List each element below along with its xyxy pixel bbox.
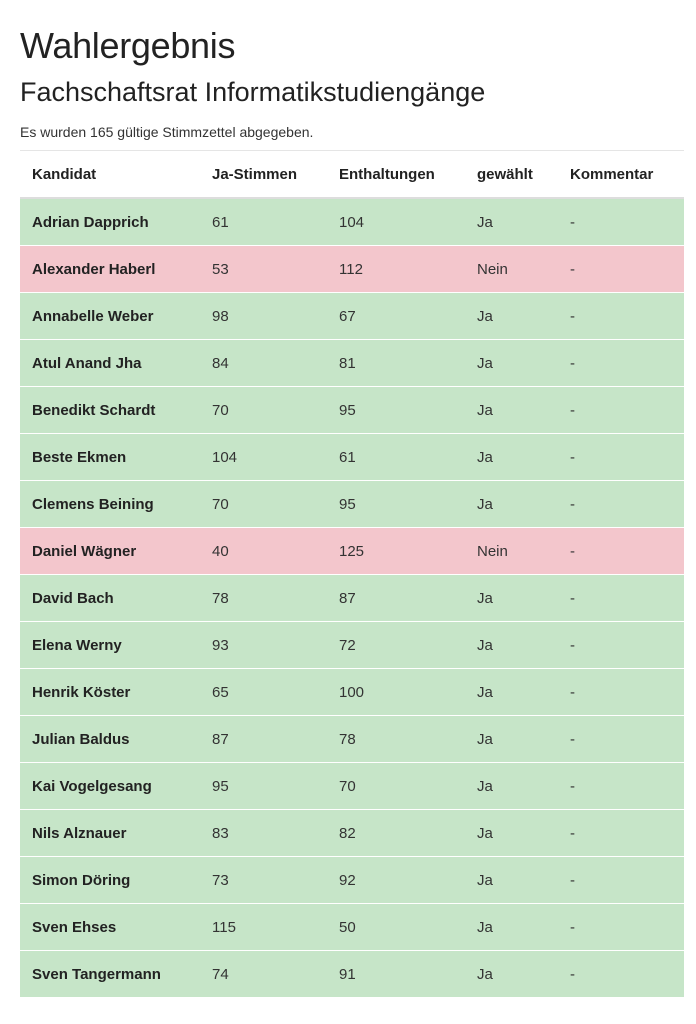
yes-votes: 83 <box>200 810 327 857</box>
yes-votes: 70 <box>200 481 327 528</box>
abstentions: 125 <box>327 528 465 575</box>
yes-votes: 84 <box>200 340 327 387</box>
candidate-name: Daniel Wägner <box>20 528 200 575</box>
elected-status: Ja <box>465 763 558 810</box>
candidate-name: Adrian Dapprich <box>20 198 200 246</box>
header-elected: gewählt <box>465 151 558 199</box>
results-body <box>20 198 684 997</box>
abstentions: 100 <box>327 669 465 716</box>
table-row <box>20 810 684 857</box>
abstentions: 67 <box>327 293 465 340</box>
elected-status: Ja <box>465 198 558 246</box>
candidate-name: Clemens Beining <box>20 481 200 528</box>
abstentions: 87 <box>327 575 465 622</box>
elected-status: Ja <box>465 716 558 763</box>
comment: - <box>558 575 684 622</box>
abstentions: 72 <box>327 622 465 669</box>
yes-votes: 87 <box>200 716 327 763</box>
table-row <box>20 528 684 575</box>
table-row <box>20 669 684 716</box>
comment: - <box>558 622 684 669</box>
abstentions: 82 <box>327 810 465 857</box>
yes-votes: 78 <box>200 575 327 622</box>
comment: - <box>558 904 684 951</box>
candidate-name: Atul Anand Jha <box>20 340 200 387</box>
candidate-name: Annabelle Weber <box>20 293 200 340</box>
yes-votes: 65 <box>200 669 327 716</box>
yes-votes: 104 <box>200 434 327 481</box>
comment: - <box>558 198 684 246</box>
table-row <box>20 951 684 998</box>
ballot-summary: Es wurden 165 gültige Stimmzettel abgegeben. <box>20 124 314 140</box>
abstentions: 50 <box>327 904 465 951</box>
candidate-name: Nils Alznauer <box>20 810 200 857</box>
table-row <box>20 716 684 763</box>
yes-votes: 74 <box>200 951 327 998</box>
abstentions: 104 <box>327 198 465 246</box>
yes-votes: 61 <box>200 198 327 246</box>
candidate-name: Beste Ekmen <box>20 434 200 481</box>
candidate-name: Julian Baldus <box>20 716 200 763</box>
comment: - <box>558 481 684 528</box>
elected-status: Ja <box>465 951 558 998</box>
candidate-name: Sven Ehses <box>20 904 200 951</box>
table-row <box>20 387 684 434</box>
header-abstentions: Enthaltungen <box>327 151 465 199</box>
abstentions: 95 <box>327 481 465 528</box>
abstentions: 112 <box>327 246 465 293</box>
comment: - <box>558 293 684 340</box>
elected-status: Ja <box>465 293 558 340</box>
header-comment: Kommentar <box>558 151 684 199</box>
table-row <box>20 763 684 810</box>
abstentions: 92 <box>327 857 465 904</box>
comment: - <box>558 810 684 857</box>
candidate-name: Sven Tangermann <box>20 951 200 998</box>
table-row <box>20 904 684 951</box>
comment: - <box>558 716 684 763</box>
page-subtitle: Fachschaftsrat Informatikstudiengänge <box>20 77 486 107</box>
abstentions: 78 <box>327 716 465 763</box>
abstentions: 61 <box>327 434 465 481</box>
yes-votes: 93 <box>200 622 327 669</box>
candidate-name: Henrik Köster <box>20 669 200 716</box>
elected-status: Nein <box>465 528 558 575</box>
elected-status: Ja <box>465 434 558 481</box>
elected-status: Ja <box>465 481 558 528</box>
abstentions: 81 <box>327 340 465 387</box>
yes-votes: 73 <box>200 857 327 904</box>
table-row <box>20 575 684 622</box>
candidate-name: David Bach <box>20 575 200 622</box>
elected-status: Ja <box>465 575 558 622</box>
table-row <box>20 293 684 340</box>
table-row <box>20 481 684 528</box>
comment: - <box>558 951 684 998</box>
comment: - <box>558 669 684 716</box>
table-row <box>20 198 684 246</box>
comment: - <box>558 340 684 387</box>
elected-status: Ja <box>465 810 558 857</box>
header-candidate: Kandidat <box>20 151 200 199</box>
comment: - <box>558 857 684 904</box>
yes-votes: 53 <box>200 246 327 293</box>
candidate-name: Kai Vogelgesang <box>20 763 200 810</box>
comment: - <box>558 246 684 293</box>
elected-status: Ja <box>465 340 558 387</box>
abstentions: 70 <box>327 763 465 810</box>
table-row <box>20 340 684 387</box>
candidate-name: Benedikt Schardt <box>20 387 200 434</box>
abstentions: 95 <box>327 387 465 434</box>
page-title: Wahlergebnis <box>20 25 236 66</box>
yes-votes: 115 <box>200 904 327 951</box>
yes-votes: 95 <box>200 763 327 810</box>
candidate-name: Elena Werny <box>20 622 200 669</box>
table-header-row <box>20 151 684 199</box>
yes-votes: 70 <box>200 387 327 434</box>
comment: - <box>558 387 684 434</box>
yes-votes: 40 <box>200 528 327 575</box>
elected-status: Nein <box>465 246 558 293</box>
yes-votes: 98 <box>200 293 327 340</box>
elected-status: Ja <box>465 857 558 904</box>
elected-status: Ja <box>465 669 558 716</box>
comment: - <box>558 763 684 810</box>
elected-status: Ja <box>465 622 558 669</box>
comment: - <box>558 434 684 481</box>
table-row <box>20 246 684 293</box>
candidate-name: Alexander Haberl <box>20 246 200 293</box>
table-row <box>20 857 684 904</box>
table-row <box>20 622 684 669</box>
header-yes-votes: Ja-Stimmen <box>200 151 327 199</box>
elected-status: Ja <box>465 387 558 434</box>
results-table <box>20 150 684 997</box>
elected-status: Ja <box>465 904 558 951</box>
table-row <box>20 434 684 481</box>
comment: - <box>558 528 684 575</box>
candidate-name: Simon Döring <box>20 857 200 904</box>
abstentions: 91 <box>327 951 465 998</box>
